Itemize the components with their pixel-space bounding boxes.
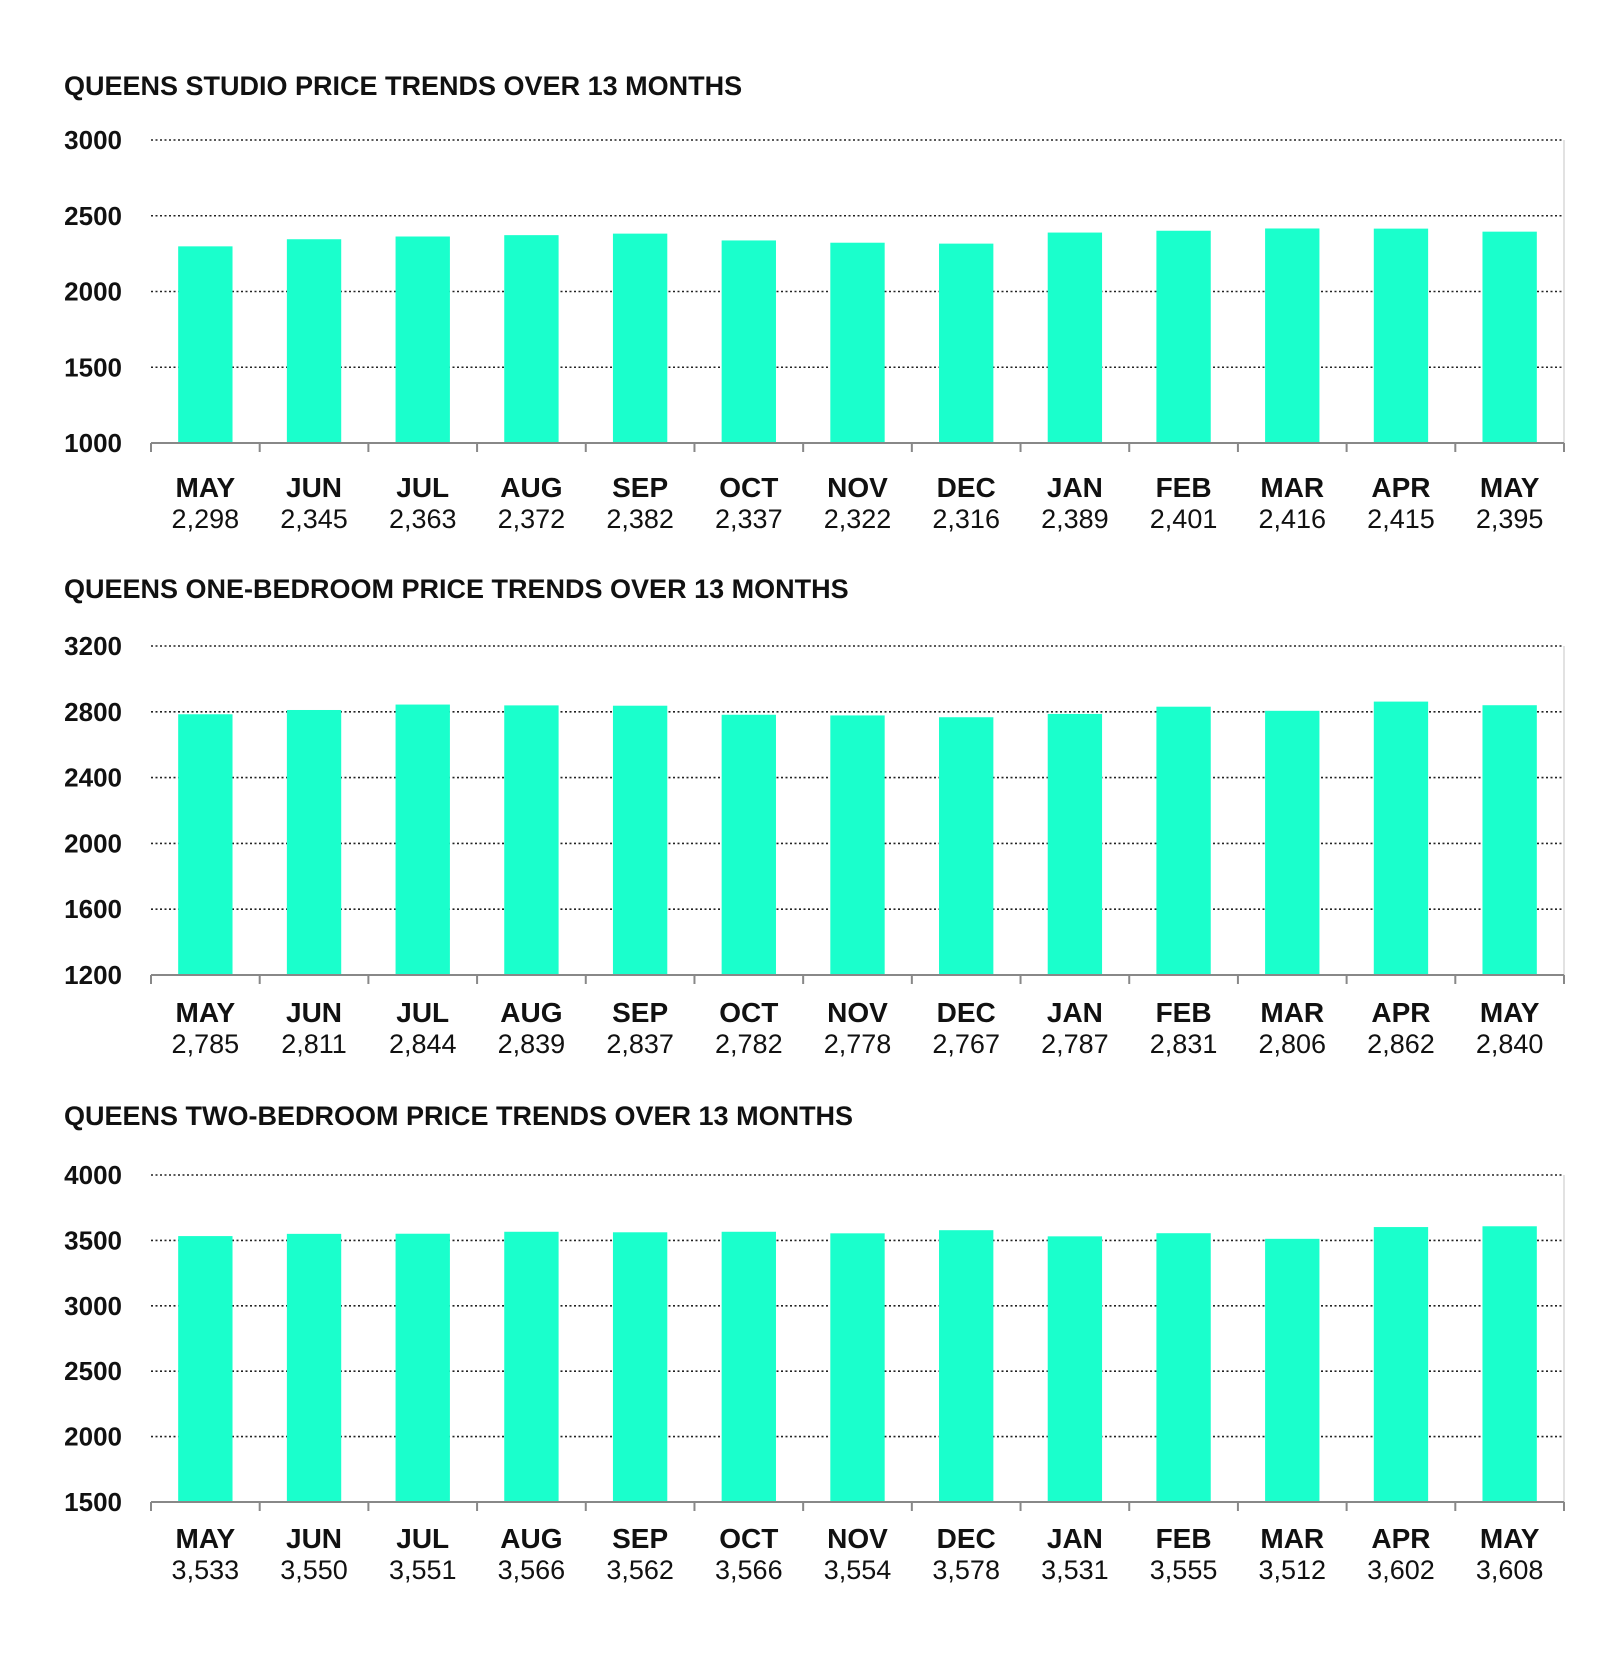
- bar-dec: [939, 717, 993, 975]
- value-label: 2,372: [497, 504, 566, 534]
- category-label: AUG: [500, 472, 563, 503]
- bar-may: [178, 246, 232, 443]
- chart-title: QUEENS STUDIO PRICE TRENDS OVER 13 MONTHS: [64, 71, 743, 101]
- value-label: 3,533: [171, 1555, 240, 1585]
- category-label: JUN: [286, 472, 343, 503]
- category-label: NOV: [827, 1523, 888, 1554]
- value-label: 2,345: [280, 504, 348, 534]
- bar-dec: [939, 244, 993, 443]
- category-label: NOV: [827, 472, 888, 503]
- category-label: JUL: [396, 997, 450, 1028]
- bar-mar: [1265, 711, 1319, 975]
- value-label: 2,811: [281, 1029, 347, 1059]
- category-label: MAY: [1479, 1523, 1540, 1554]
- value-label: 2,778: [823, 1029, 892, 1059]
- bar-jul: [396, 237, 450, 443]
- bar-oct: [722, 1232, 776, 1502]
- bar-sep: [613, 234, 667, 443]
- y-tick-label: 3000: [64, 125, 122, 155]
- category-label: SEP: [612, 472, 669, 503]
- bar-jan: [1048, 233, 1102, 443]
- y-tick-label: 2400: [64, 762, 122, 793]
- chart-title: QUEENS ONE-BEDROOM PRICE TRENDS OVER 13 MONTHS: [64, 574, 849, 604]
- value-label: 3,512: [1258, 1555, 1327, 1585]
- category-label: AUG: [500, 1523, 563, 1554]
- value-label: 3,554: [823, 1555, 892, 1585]
- chart-panel-1: [64, 71, 1564, 534]
- bar-aug: [504, 1232, 558, 1502]
- bar-sep: [613, 706, 667, 975]
- bar-jun: [287, 710, 341, 975]
- y-tick-label: 2500: [64, 1356, 122, 1387]
- value-label: 2,837: [606, 1029, 674, 1059]
- category-label: MAY: [1479, 997, 1540, 1028]
- category-label: MAR: [1260, 472, 1325, 503]
- bar-apr: [1374, 229, 1428, 443]
- y-tick-label: 2500: [64, 200, 122, 231]
- bar-may: [178, 714, 232, 975]
- category-label: APR: [1371, 997, 1431, 1028]
- category-label: SEP: [612, 997, 669, 1028]
- bar-jun: [287, 239, 341, 443]
- category-label: OCT: [719, 472, 779, 503]
- bar-aug: [504, 705, 558, 975]
- y-tick-label: 1500: [64, 1487, 122, 1517]
- value-label: 2,363: [388, 504, 457, 534]
- category-label: JAN: [1046, 472, 1103, 503]
- value-label: 3,555: [1149, 1555, 1218, 1585]
- bar-apr: [1374, 702, 1428, 975]
- bar-oct: [722, 240, 776, 443]
- category-label: DEC: [936, 997, 996, 1028]
- bar-feb: [1156, 1233, 1210, 1502]
- value-label: 2,322: [823, 504, 892, 534]
- category-label: FEB: [1155, 1523, 1212, 1554]
- bar-mar: [1265, 228, 1319, 443]
- value-label: 3,562: [606, 1555, 674, 1585]
- bar-nov: [830, 715, 884, 975]
- category-label: SEP: [612, 1523, 669, 1554]
- y-tick-label: 1600: [64, 894, 122, 925]
- bar-feb: [1156, 707, 1210, 975]
- bar-feb: [1156, 231, 1210, 443]
- value-label: 2,806: [1258, 1029, 1327, 1059]
- bar-may: [178, 1236, 232, 1502]
- category-label: MAR: [1260, 1523, 1325, 1554]
- category-label: FEB: [1155, 997, 1212, 1028]
- y-tick-label: 3500: [64, 1225, 122, 1256]
- value-label: 2,767: [932, 1029, 1000, 1059]
- bar-may: [1482, 1226, 1536, 1502]
- bar-jan: [1048, 1236, 1102, 1502]
- category-label: JUL: [396, 1523, 450, 1554]
- category-label: NOV: [827, 997, 888, 1028]
- value-label: 2,862: [1367, 1029, 1435, 1059]
- y-tick-label: 2800: [64, 696, 122, 727]
- category-label: JAN: [1046, 1523, 1103, 1554]
- category-label: FEB: [1155, 472, 1212, 503]
- value-label: 2,389: [1041, 504, 1109, 534]
- chart-panel-2: [64, 574, 1564, 1059]
- value-label: 2,844: [388, 1029, 457, 1059]
- bar-may: [1482, 705, 1536, 975]
- value-label: 2,416: [1258, 504, 1327, 534]
- category-label: OCT: [719, 997, 779, 1028]
- value-label: 2,337: [715, 504, 783, 534]
- value-label: 3,566: [497, 1555, 566, 1585]
- y-tick-label: 1000: [64, 428, 122, 458]
- y-tick-label: 2000: [64, 828, 122, 859]
- value-label: 2,298: [171, 504, 240, 534]
- y-tick-label: 2000: [64, 276, 122, 307]
- bar-aug: [504, 235, 558, 443]
- bar-jul: [396, 705, 450, 975]
- value-label: 3,550: [280, 1555, 348, 1585]
- y-tick-label: 1200: [64, 960, 122, 990]
- value-label: 2,840: [1475, 1029, 1544, 1059]
- value-label: 3,578: [932, 1555, 1000, 1585]
- category-label: JUL: [396, 472, 450, 503]
- category-label: MAY: [175, 472, 236, 503]
- category-label: DEC: [936, 1523, 996, 1554]
- value-label: 3,566: [715, 1555, 783, 1585]
- value-label: 2,401: [1149, 504, 1218, 534]
- value-label: 2,831: [1149, 1029, 1218, 1059]
- category-label: APR: [1371, 1523, 1431, 1554]
- category-label: OCT: [719, 1523, 779, 1554]
- bar-nov: [830, 1233, 884, 1502]
- chart-title: QUEENS TWO-BEDROOM PRICE TRENDS OVER 13 MONTHS: [64, 1101, 854, 1131]
- bar-mar: [1265, 1239, 1319, 1502]
- bar-jun: [287, 1234, 341, 1502]
- bar-nov: [830, 243, 884, 443]
- category-label: APR: [1371, 472, 1431, 503]
- value-label: 2,785: [171, 1029, 240, 1059]
- bar-jul: [396, 1234, 450, 1502]
- value-label: 2,415: [1367, 504, 1435, 534]
- bar-sep: [613, 1232, 667, 1502]
- category-label: MAY: [175, 997, 236, 1028]
- value-label: 3,531: [1041, 1555, 1109, 1585]
- category-label: DEC: [936, 472, 996, 503]
- value-label: 2,787: [1041, 1029, 1109, 1059]
- value-label: 2,839: [497, 1029, 566, 1059]
- value-label: 3,602: [1367, 1555, 1435, 1585]
- y-tick-label: 4000: [64, 1160, 122, 1190]
- value-label: 2,782: [715, 1029, 783, 1059]
- value-label: 2,316: [932, 504, 1000, 534]
- chart-panel-3: [64, 1101, 1564, 1585]
- category-label: JAN: [1046, 997, 1103, 1028]
- category-label: MAY: [175, 1523, 236, 1554]
- value-label: 2,382: [606, 504, 674, 534]
- bar-apr: [1374, 1227, 1428, 1502]
- category-label: AUG: [500, 997, 563, 1028]
- category-label: JUN: [286, 997, 343, 1028]
- y-tick-label: 1500: [64, 352, 122, 383]
- value-label: 3,608: [1475, 1555, 1544, 1585]
- bar-oct: [722, 715, 776, 975]
- y-tick-label: 3200: [64, 631, 122, 661]
- bar-dec: [939, 1230, 993, 1502]
- bar-jan: [1048, 714, 1102, 975]
- y-tick-label: 3000: [64, 1290, 122, 1321]
- category-label: MAY: [1479, 472, 1540, 503]
- category-label: MAR: [1260, 997, 1325, 1028]
- value-label: 3,551: [388, 1555, 457, 1585]
- value-label: 2,395: [1475, 504, 1544, 534]
- category-label: JUN: [286, 1523, 343, 1554]
- y-tick-label: 2000: [64, 1421, 122, 1452]
- bar-may: [1482, 232, 1536, 443]
